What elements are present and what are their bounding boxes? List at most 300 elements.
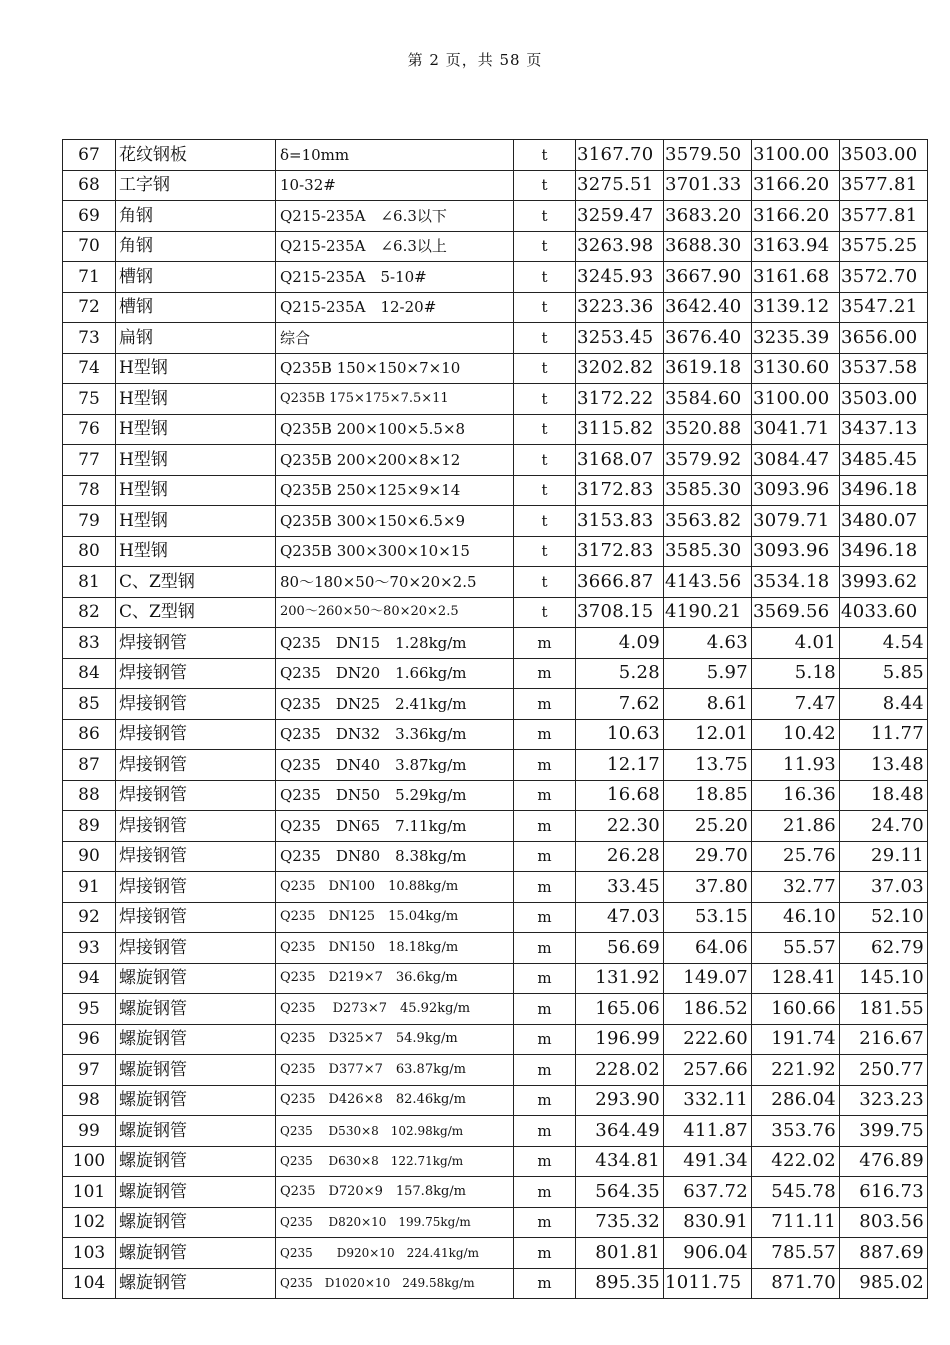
price-cell-2: 13.75 (664, 750, 752, 781)
price-cell-3: 286.04 (752, 1085, 840, 1116)
price-cell-4: 181.55 (840, 994, 928, 1025)
row-number-cell: 84 (63, 658, 116, 689)
price-cell-4: 29.11 (840, 841, 928, 872)
row-number-cell: 103 (63, 1238, 116, 1269)
price-cell-2: 1011.75 (664, 1268, 752, 1299)
specification-cell: Q235 DN50 5.29kg/m (276, 780, 514, 811)
material-name-cell: 角钢 (116, 201, 276, 232)
material-name-cell: 焊接钢管 (116, 719, 276, 750)
material-name-cell: 角钢 (116, 231, 276, 262)
specification-cell: Q235 D820×10 199.75kg/m (276, 1207, 514, 1238)
price-cell-1: 47.03 (576, 902, 664, 933)
unit-cell: m (514, 1177, 576, 1208)
price-cell-2: 3579.50 (664, 140, 752, 171)
row-number-cell: 77 (63, 445, 116, 476)
row-number-cell: 98 (63, 1085, 116, 1116)
price-cell-4: 3437.13 (840, 414, 928, 445)
unit-cell: t (514, 536, 576, 567)
specification-cell: Q235 D219×7 36.6kg/m (276, 963, 514, 994)
table-row (63, 1268, 928, 1299)
material-name-cell: 焊接钢管 (116, 628, 276, 659)
price-cell-2: 8.61 (664, 689, 752, 720)
price-cell-3: 3166.20 (752, 201, 840, 232)
price-cell-4: 3485.45 (840, 445, 928, 476)
price-cell-3: 871.70 (752, 1268, 840, 1299)
row-number-cell: 95 (63, 994, 116, 1025)
price-cell-1: 3263.98 (576, 231, 664, 262)
price-cell-1: 293.90 (576, 1085, 664, 1116)
unit-cell: m (514, 689, 576, 720)
price-cell-3: 32.77 (752, 872, 840, 903)
price-cell-2: 3619.18 (664, 353, 752, 384)
row-number-cell: 100 (63, 1146, 116, 1177)
specification-cell: Q235B 300×300×10×15 (276, 536, 514, 567)
material-name-cell: 焊接钢管 (116, 658, 276, 689)
specification-cell: Q235 D1020×10 249.58kg/m (276, 1268, 514, 1299)
unit-cell: m (514, 872, 576, 903)
unit-cell: t (514, 597, 576, 628)
unit-cell: t (514, 170, 576, 201)
price-table-viewport (62, 139, 924, 1294)
row-number-cell: 87 (63, 750, 116, 781)
price-cell-4: 323.23 (840, 1085, 928, 1116)
price-cell-3: 10.42 (752, 719, 840, 750)
material-name-cell: 螺旋钢管 (116, 1055, 276, 1086)
price-cell-4: 5.85 (840, 658, 928, 689)
price-cell-3: 55.57 (752, 933, 840, 964)
price-cell-1: 564.35 (576, 1177, 664, 1208)
material-name-cell: 槽钢 (116, 292, 276, 323)
price-cell-3: 3161.68 (752, 262, 840, 293)
price-cell-1: 5.28 (576, 658, 664, 689)
price-cell-4: 3480.07 (840, 506, 928, 537)
unit-cell: t (514, 414, 576, 445)
material-name-cell: C、Z型钢 (116, 567, 276, 598)
price-cell-3: 422.02 (752, 1146, 840, 1177)
table-row (63, 1116, 928, 1147)
material-name-cell: H型钢 (116, 536, 276, 567)
material-name-cell: 焊接钢管 (116, 841, 276, 872)
price-cell-1: 10.63 (576, 719, 664, 750)
price-cell-4: 250.77 (840, 1055, 928, 1086)
table-row (63, 384, 928, 415)
specification-cell: 200～260×50～80×20×2.5 (276, 597, 514, 628)
unit-cell: t (514, 384, 576, 415)
material-name-cell: 螺旋钢管 (116, 1207, 276, 1238)
material-name-cell: 焊接钢管 (116, 689, 276, 720)
material-name-cell: 螺旋钢管 (116, 994, 276, 1025)
price-cell-1: 131.92 (576, 963, 664, 994)
price-cell-1: 3172.22 (576, 384, 664, 415)
row-number-cell: 79 (63, 506, 116, 537)
price-cell-2: 830.91 (664, 1207, 752, 1238)
price-cell-1: 3666.87 (576, 567, 664, 598)
unit-cell: m (514, 780, 576, 811)
material-name-cell: 焊接钢管 (116, 811, 276, 842)
unit-cell: t (514, 292, 576, 323)
price-cell-1: 3259.47 (576, 201, 664, 232)
unit-cell: m (514, 1024, 576, 1055)
row-number-cell: 86 (63, 719, 116, 750)
price-cell-4: 616.73 (840, 1177, 928, 1208)
price-cell-1: 3223.36 (576, 292, 664, 323)
row-number-cell: 89 (63, 811, 116, 842)
price-cell-4: 24.70 (840, 811, 928, 842)
unit-cell: m (514, 841, 576, 872)
price-cell-4: 3575.25 (840, 231, 928, 262)
price-cell-4: 3537.58 (840, 353, 928, 384)
row-number-cell: 85 (63, 689, 116, 720)
price-cell-1: 228.02 (576, 1055, 664, 1086)
specification-cell: Q235 D273×7 45.92kg/m (276, 994, 514, 1025)
price-cell-1: 16.68 (576, 780, 664, 811)
price-cell-4: 4.54 (840, 628, 928, 659)
price-cell-2: 3585.30 (664, 475, 752, 506)
price-cell-1: 3167.70 (576, 140, 664, 171)
material-name-cell: 扁钢 (116, 323, 276, 354)
unit-cell: m (514, 628, 576, 659)
row-number-cell: 90 (63, 841, 116, 872)
table-row (63, 536, 928, 567)
table-row (63, 506, 928, 537)
price-cell-1: 165.06 (576, 994, 664, 1025)
row-number-cell: 76 (63, 414, 116, 445)
specification-cell: Q235B 150×150×7×10 (276, 353, 514, 384)
material-name-cell: H型钢 (116, 475, 276, 506)
price-cell-4: 3496.18 (840, 475, 928, 506)
specification-cell: Q235B 300×150×6.5×9 (276, 506, 514, 537)
table-row (63, 140, 928, 171)
table-row (63, 719, 928, 750)
price-cell-1: 801.81 (576, 1238, 664, 1269)
row-number-cell: 80 (63, 536, 116, 567)
price-cell-4: 8.44 (840, 689, 928, 720)
price-cell-3: 3163.94 (752, 231, 840, 262)
specification-cell: Q215-235A ∠6.3以上 (276, 231, 514, 262)
price-cell-4: 803.56 (840, 1207, 928, 1238)
table-row (63, 994, 928, 1025)
unit-cell: m (514, 1116, 576, 1147)
price-cell-1: 3168.07 (576, 445, 664, 476)
table-row (63, 933, 928, 964)
specification-cell: Q235 D530×8 102.98kg/m (276, 1116, 514, 1147)
price-cell-3: 11.93 (752, 750, 840, 781)
unit-cell: m (514, 1055, 576, 1086)
price-cell-3: 46.10 (752, 902, 840, 933)
table-row (63, 811, 928, 842)
price-cell-1: 3202.82 (576, 353, 664, 384)
price-cell-1: 4.09 (576, 628, 664, 659)
table-row (63, 262, 928, 293)
price-cell-3: 4.01 (752, 628, 840, 659)
row-number-cell: 78 (63, 475, 116, 506)
material-name-cell: 焊接钢管 (116, 780, 276, 811)
price-cell-4: 52.10 (840, 902, 928, 933)
table-row (63, 231, 928, 262)
price-cell-1: 3708.15 (576, 597, 664, 628)
price-cell-2: 3688.30 (664, 231, 752, 262)
material-name-cell: H型钢 (116, 506, 276, 537)
row-number-cell: 104 (63, 1268, 116, 1299)
price-cell-4: 3993.62 (840, 567, 928, 598)
table-row (63, 1146, 928, 1177)
price-cell-3: 3166.20 (752, 170, 840, 201)
specification-cell: Q235 DN20 1.66kg/m (276, 658, 514, 689)
price-cell-4: 4033.60 (840, 597, 928, 628)
material-name-cell: 焊接钢管 (116, 902, 276, 933)
price-cell-2: 64.06 (664, 933, 752, 964)
table-row (63, 902, 928, 933)
price-cell-4: 399.75 (840, 1116, 928, 1147)
material-name-cell: 焊接钢管 (116, 750, 276, 781)
unit-cell: m (514, 1146, 576, 1177)
unit-cell: m (514, 963, 576, 994)
material-name-cell: 螺旋钢管 (116, 1268, 276, 1299)
price-cell-2: 3642.40 (664, 292, 752, 323)
specification-cell: δ=10mm (276, 140, 514, 171)
row-number-cell: 92 (63, 902, 116, 933)
price-cell-2: 3683.20 (664, 201, 752, 232)
material-name-cell: 焊接钢管 (116, 933, 276, 964)
unit-cell: t (514, 323, 576, 354)
unit-cell: t (514, 262, 576, 293)
table-row (63, 1055, 928, 1086)
row-number-cell: 69 (63, 201, 116, 232)
price-cell-3: 221.92 (752, 1055, 840, 1086)
row-number-cell: 75 (63, 384, 116, 415)
price-cell-2: 3667.90 (664, 262, 752, 293)
unit-cell: t (514, 140, 576, 171)
price-cell-3: 3130.60 (752, 353, 840, 384)
price-cell-1: 26.28 (576, 841, 664, 872)
unit-cell: m (514, 811, 576, 842)
specification-cell: Q235 DN150 18.18kg/m (276, 933, 514, 964)
price-cell-1: 3245.93 (576, 262, 664, 293)
table-row (63, 750, 928, 781)
table-row (63, 1207, 928, 1238)
price-cell-3: 3235.39 (752, 323, 840, 354)
price-cell-2: 186.52 (664, 994, 752, 1025)
price-cell-2: 257.66 (664, 1055, 752, 1086)
price-cell-3: 21.86 (752, 811, 840, 842)
material-name-cell: 工字钢 (116, 170, 276, 201)
unit-cell: t (514, 506, 576, 537)
unit-cell: t (514, 475, 576, 506)
price-cell-2: 18.85 (664, 780, 752, 811)
unit-cell: m (514, 1238, 576, 1269)
specification-cell: Q215-235A 5-10# (276, 262, 514, 293)
specification-cell: 综合 (276, 323, 514, 354)
material-name-cell: 螺旋钢管 (116, 963, 276, 994)
price-cell-4: 11.77 (840, 719, 928, 750)
unit-cell: m (514, 1085, 576, 1116)
row-number-cell: 68 (63, 170, 116, 201)
price-table (62, 139, 928, 1299)
price-cell-3: 3093.96 (752, 536, 840, 567)
table-row (63, 475, 928, 506)
unit-cell: t (514, 445, 576, 476)
price-cell-3: 785.57 (752, 1238, 840, 1269)
price-cell-2: 222.60 (664, 1024, 752, 1055)
price-cell-3: 3100.00 (752, 140, 840, 171)
price-table-body (63, 140, 928, 1299)
price-cell-2: 906.04 (664, 1238, 752, 1269)
specification-cell: Q235 D920×10 224.41kg/m (276, 1238, 514, 1269)
price-cell-2: 3563.82 (664, 506, 752, 537)
row-number-cell: 72 (63, 292, 116, 323)
table-row (63, 567, 928, 598)
specification-cell: 80～180×50～70×20×2.5 (276, 567, 514, 598)
material-name-cell: H型钢 (116, 445, 276, 476)
price-cell-2: 411.87 (664, 1116, 752, 1147)
specification-cell: Q235 D720×9 157.8kg/m (276, 1177, 514, 1208)
unit-cell: m (514, 1268, 576, 1299)
material-name-cell: H型钢 (116, 414, 276, 445)
specification-cell: 10-32# (276, 170, 514, 201)
specification-cell: Q235B 200×100×5.5×8 (276, 414, 514, 445)
price-cell-2: 4190.21 (664, 597, 752, 628)
table-row (63, 445, 928, 476)
price-cell-4: 3547.21 (840, 292, 928, 323)
price-cell-4: 3503.00 (840, 140, 928, 171)
table-row (63, 1024, 928, 1055)
unit-cell: m (514, 719, 576, 750)
price-cell-4: 3577.81 (840, 201, 928, 232)
price-cell-2: 37.80 (664, 872, 752, 903)
price-cell-4: 3656.00 (840, 323, 928, 354)
price-cell-3: 3093.96 (752, 475, 840, 506)
price-cell-3: 128.41 (752, 963, 840, 994)
specification-cell: Q235 DN80 8.38kg/m (276, 841, 514, 872)
price-cell-4: 3577.81 (840, 170, 928, 201)
price-cell-2: 3701.33 (664, 170, 752, 201)
price-cell-4: 3503.00 (840, 384, 928, 415)
price-cell-2: 5.97 (664, 658, 752, 689)
unit-cell: t (514, 231, 576, 262)
material-name-cell: 花纹钢板 (116, 140, 276, 171)
price-cell-2: 29.70 (664, 841, 752, 872)
row-number-cell: 91 (63, 872, 116, 903)
price-cell-1: 7.62 (576, 689, 664, 720)
row-number-cell: 97 (63, 1055, 116, 1086)
price-cell-2: 637.72 (664, 1177, 752, 1208)
unit-cell: t (514, 201, 576, 232)
price-cell-2: 3676.40 (664, 323, 752, 354)
table-row (63, 628, 928, 659)
specification-cell: Q235 D426×8 82.46kg/m (276, 1085, 514, 1116)
row-number-cell: 96 (63, 1024, 116, 1055)
price-cell-4: 476.89 (840, 1146, 928, 1177)
row-number-cell: 94 (63, 963, 116, 994)
price-cell-2: 3579.92 (664, 445, 752, 476)
row-number-cell: 93 (63, 933, 116, 964)
specification-cell: Q235B 250×125×9×14 (276, 475, 514, 506)
price-cell-1: 3153.83 (576, 506, 664, 537)
table-row (63, 1085, 928, 1116)
price-cell-2: 3520.88 (664, 414, 752, 445)
row-number-cell: 83 (63, 628, 116, 659)
material-name-cell: 槽钢 (116, 262, 276, 293)
price-cell-3: 191.74 (752, 1024, 840, 1055)
table-row (63, 1238, 928, 1269)
specification-cell: Q235B 200×200×8×12 (276, 445, 514, 476)
material-name-cell: 焊接钢管 (116, 872, 276, 903)
specification-cell: Q235 DN32 3.36kg/m (276, 719, 514, 750)
price-cell-3: 711.11 (752, 1207, 840, 1238)
price-cell-3: 3139.12 (752, 292, 840, 323)
price-cell-1: 735.32 (576, 1207, 664, 1238)
specification-cell: Q235 D630×8 122.71kg/m (276, 1146, 514, 1177)
price-cell-1: 22.30 (576, 811, 664, 842)
material-name-cell: C、Z型钢 (116, 597, 276, 628)
specification-cell: Q215-235A 12-20# (276, 292, 514, 323)
specification-cell: Q215-235A ∠6.3以下 (276, 201, 514, 232)
row-number-cell: 67 (63, 140, 116, 171)
price-cell-3: 16.36 (752, 780, 840, 811)
price-cell-3: 3100.00 (752, 384, 840, 415)
price-cell-4: 887.69 (840, 1238, 928, 1269)
row-number-cell: 99 (63, 1116, 116, 1147)
price-cell-3: 353.76 (752, 1116, 840, 1147)
unit-cell: t (514, 567, 576, 598)
unit-cell: m (514, 933, 576, 964)
row-number-cell: 73 (63, 323, 116, 354)
price-cell-3: 3084.47 (752, 445, 840, 476)
table-row (63, 323, 928, 354)
price-cell-1: 3172.83 (576, 536, 664, 567)
table-row (63, 780, 928, 811)
price-cell-4: 37.03 (840, 872, 928, 903)
table-row (63, 841, 928, 872)
unit-cell: m (514, 902, 576, 933)
material-name-cell: 螺旋钢管 (116, 1024, 276, 1055)
unit-cell: m (514, 658, 576, 689)
table-row (63, 353, 928, 384)
row-number-cell: 74 (63, 353, 116, 384)
table-row (63, 1177, 928, 1208)
price-cell-1: 3275.51 (576, 170, 664, 201)
row-number-cell: 82 (63, 597, 116, 628)
specification-cell: Q235 D377×7 63.87kg/m (276, 1055, 514, 1086)
material-name-cell: 螺旋钢管 (116, 1146, 276, 1177)
price-cell-4: 145.10 (840, 963, 928, 994)
material-name-cell: H型钢 (116, 384, 276, 415)
price-cell-2: 4.63 (664, 628, 752, 659)
specification-cell: Q235B 175×175×7.5×11 (276, 384, 514, 415)
price-cell-1: 12.17 (576, 750, 664, 781)
specification-cell: Q235 DN65 7.11kg/m (276, 811, 514, 842)
price-cell-4: 3572.70 (840, 262, 928, 293)
table-row (63, 170, 928, 201)
row-number-cell: 88 (63, 780, 116, 811)
price-cell-2: 149.07 (664, 963, 752, 994)
price-cell-2: 3584.60 (664, 384, 752, 415)
row-number-cell: 71 (63, 262, 116, 293)
price-cell-1: 33.45 (576, 872, 664, 903)
price-cell-3: 160.66 (752, 994, 840, 1025)
price-cell-4: 13.48 (840, 750, 928, 781)
row-number-cell: 81 (63, 567, 116, 598)
specification-cell: Q235 DN40 3.87kg/m (276, 750, 514, 781)
price-cell-2: 3585.30 (664, 536, 752, 567)
price-cell-1: 364.49 (576, 1116, 664, 1147)
price-cell-2: 491.34 (664, 1146, 752, 1177)
price-cell-3: 3569.56 (752, 597, 840, 628)
price-cell-1: 3172.83 (576, 475, 664, 506)
unit-cell: m (514, 750, 576, 781)
price-cell-3: 545.78 (752, 1177, 840, 1208)
material-name-cell: H型钢 (116, 353, 276, 384)
